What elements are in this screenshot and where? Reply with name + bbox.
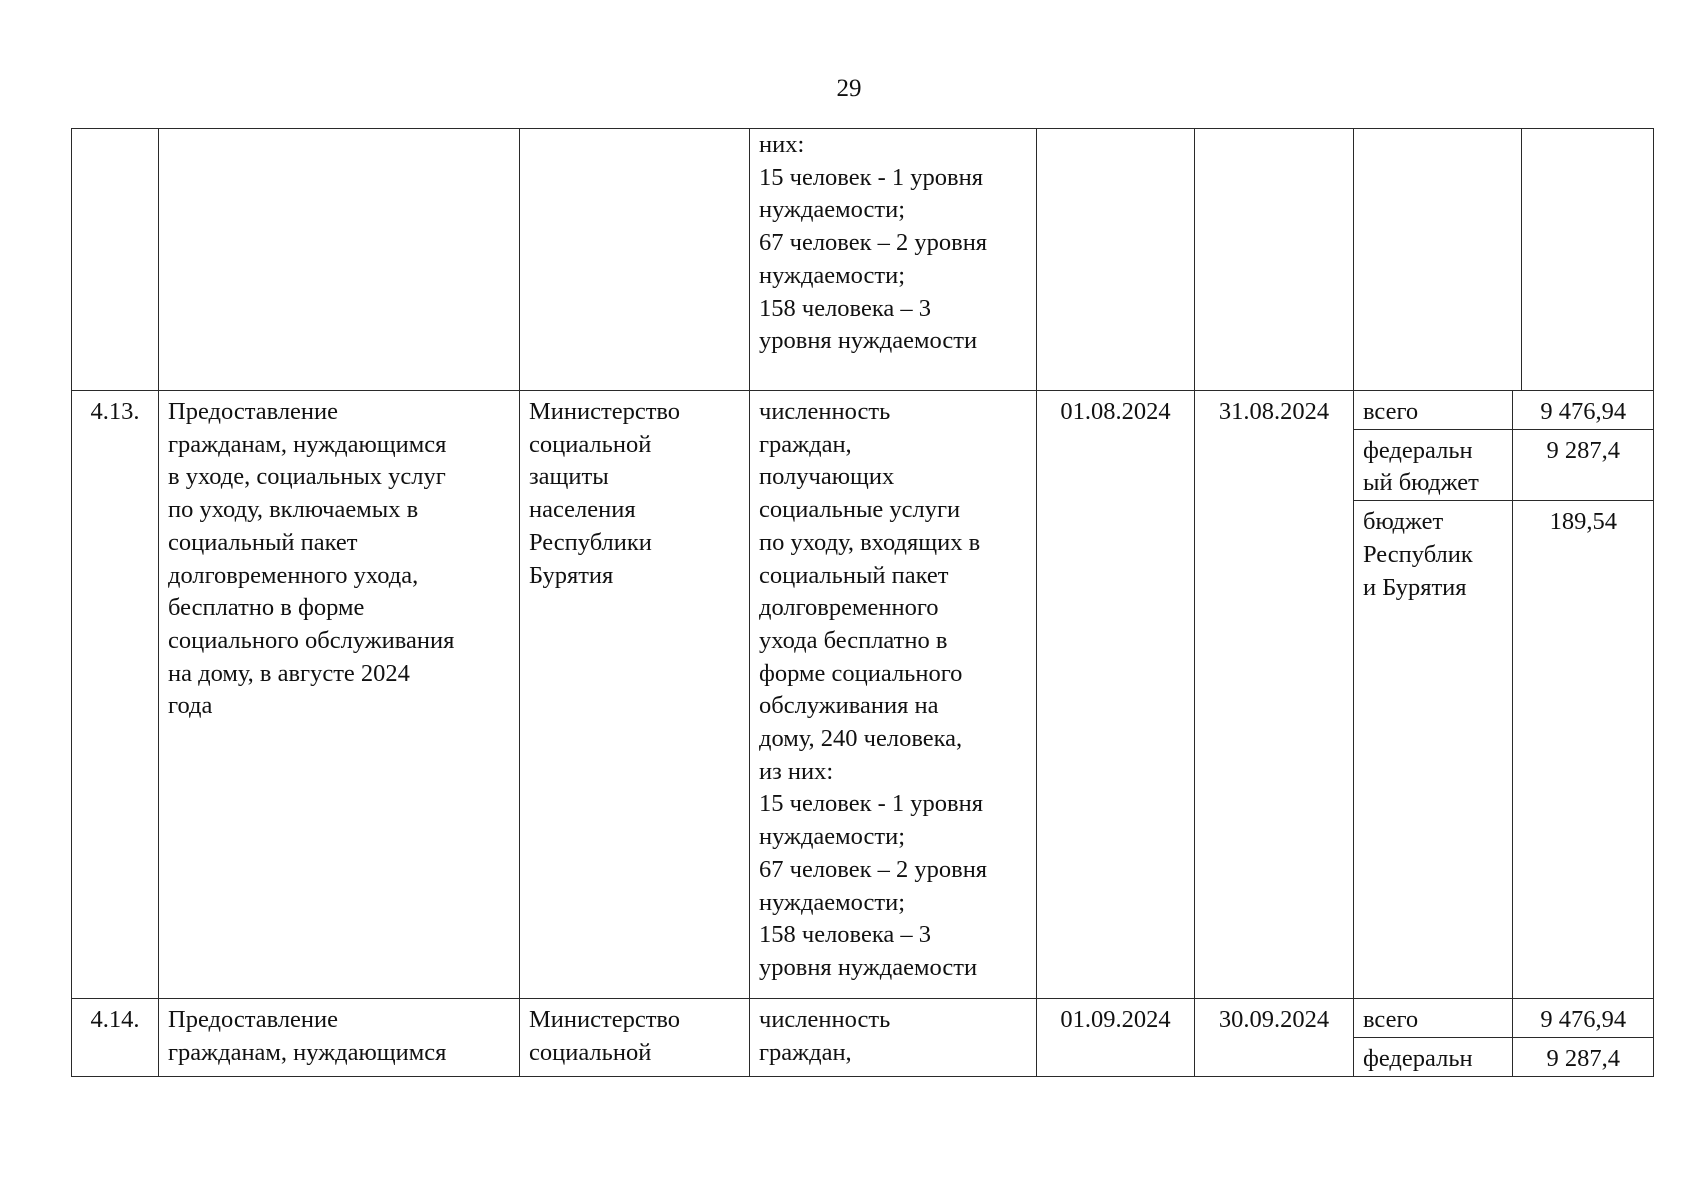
executor-line: Бурятия: [529, 561, 614, 589]
description-line: на дому, в августе 2024: [168, 659, 410, 687]
indicator-line: уровня нуждаемости: [759, 327, 978, 355]
cell-budget: [1354, 129, 1654, 391]
indicator-line: уровня нуждаемости: [759, 953, 978, 981]
budget-source: [1354, 429, 1512, 500]
cell-start-date: 01.08.2024: [1037, 391, 1195, 999]
budget-row: [1354, 391, 1654, 429]
cell-indicator: [750, 129, 1037, 391]
budget-amount: 9 287,4: [1512, 429, 1654, 500]
cell-description: [159, 999, 520, 1076]
budget-source-line: федеральн: [1363, 1044, 1473, 1072]
budget-row: [1354, 999, 1654, 1037]
budget-row: [1354, 1037, 1654, 1075]
executor-line: защиты: [529, 463, 609, 491]
description-line: социального обслуживания: [168, 626, 455, 654]
indicator-line: численность: [759, 398, 891, 425]
description-line: по уходу, включаемых в: [168, 496, 419, 524]
indicator-line: социальный пакет: [759, 561, 949, 589]
indicator-line: социальные услуги: [759, 496, 961, 524]
description-line: социальный пакет: [168, 528, 358, 556]
budget-source: [1354, 1037, 1512, 1075]
budget-source-line: всего: [1363, 1006, 1419, 1034]
indicator-line: по уходу, входящих в: [759, 528, 981, 556]
indicator-line: из них:: [759, 757, 834, 785]
description-line: года: [168, 692, 213, 720]
table-row-continuation: [72, 129, 1654, 391]
budget-grid: [1363, 129, 1654, 390]
description-line: Предоставление: [168, 398, 339, 425]
table-row-4-13: [72, 391, 1654, 999]
budget-grid: [1354, 999, 1654, 1075]
budget-amount: 189,54: [1512, 501, 1654, 999]
budget-source-line: всего: [1363, 398, 1419, 425]
indicator-line: 158 человека – 3: [759, 294, 932, 322]
cell-end-date: 31.08.2024: [1195, 391, 1354, 999]
budget-amount: 9 476,94: [1512, 999, 1654, 1037]
budget-source-line: федеральн: [1363, 436, 1473, 464]
indicator-line: нуждаемости;: [759, 888, 906, 916]
indicator-line: 158 человека – 3: [759, 921, 932, 949]
measures-table: [71, 128, 1654, 1077]
indicator-line: обслуживания на: [759, 692, 939, 720]
budget-amount: 9 476,94: [1512, 391, 1654, 429]
executor-line: Министерство: [529, 398, 681, 425]
cell-indicator: [750, 391, 1037, 999]
budget-source: [1354, 999, 1512, 1037]
page-number: 29: [836, 75, 862, 102]
executor-line: социальной: [529, 1038, 652, 1066]
cell-end-date: [1195, 129, 1354, 391]
cell-number: [72, 129, 159, 391]
executor-line: социальной: [529, 430, 652, 458]
row-number: 4.14.: [72, 999, 159, 1076]
budget-row: [1354, 429, 1654, 500]
description-line: в уходе, социальных услуг: [168, 463, 446, 491]
cell-start-date: 01.09.2024: [1037, 999, 1195, 1076]
budget-source-line: Республик: [1363, 540, 1473, 568]
cell-executor: [520, 391, 750, 999]
row-number: 4.13.: [72, 391, 159, 999]
budget-amount: [1521, 129, 1654, 390]
executor-line: Республики: [529, 528, 652, 556]
indicator-line: дому, 240 человека,: [759, 725, 963, 753]
description-line: бесплатно в форме: [168, 594, 365, 622]
budget-amount: 9 287,4: [1512, 1037, 1654, 1075]
description-line: долговременного ухода,: [168, 561, 419, 589]
indicator-line: нуждаемости;: [759, 823, 906, 851]
budget-source: [1354, 391, 1512, 429]
description-line: гражданам, нуждающимся: [168, 1038, 447, 1066]
budget-grid: [1354, 391, 1654, 998]
budget-source-line: ый бюджет: [1363, 469, 1479, 497]
budget-source: [1363, 129, 1521, 390]
indicator-line: 15 человек - 1 уровня: [759, 790, 983, 818]
description-line: гражданам, нуждающимся: [168, 430, 447, 458]
indicator-line: долговременного: [759, 594, 939, 622]
cell-executor: [520, 129, 750, 391]
budget-row: [1354, 501, 1654, 999]
cell-description: [159, 129, 520, 391]
cell-end-date: 30.09.2024: [1195, 999, 1354, 1076]
budget-source-line: и Бурятия: [1363, 573, 1467, 601]
executor-line: Министерство: [529, 1006, 681, 1034]
indicator-line: 67 человек – 2 уровня: [759, 855, 988, 883]
executor-line: населения: [529, 496, 636, 524]
cell-budget: [1354, 999, 1654, 1076]
cell-description: [159, 391, 520, 999]
cell-start-date: [1037, 129, 1195, 391]
budget-source: [1354, 501, 1512, 999]
indicator-line: граждан,: [759, 430, 852, 458]
indicator-line: численность: [759, 1006, 891, 1034]
indicator-line: 67 человек – 2 уровня: [759, 229, 988, 257]
indicator-line: граждан,: [759, 1038, 852, 1066]
indicator-line: получающих: [759, 463, 895, 491]
indicator-line: нуждаемости;: [759, 261, 906, 289]
indicator-line: нуждаемости;: [759, 196, 906, 224]
cell-executor: [520, 999, 750, 1076]
table-row-4-14: [72, 999, 1654, 1076]
description-line: Предоставление: [168, 1006, 339, 1034]
cell-indicator: [750, 999, 1037, 1076]
budget-source-line: бюджет: [1363, 508, 1444, 536]
cell-budget: [1354, 391, 1654, 999]
indicator-line: 15 человек - 1 уровня: [759, 163, 983, 191]
indicator-line: них:: [759, 131, 805, 158]
indicator-line: ухода бесплатно в: [759, 626, 948, 654]
indicator-line: форме социального: [759, 659, 963, 687]
